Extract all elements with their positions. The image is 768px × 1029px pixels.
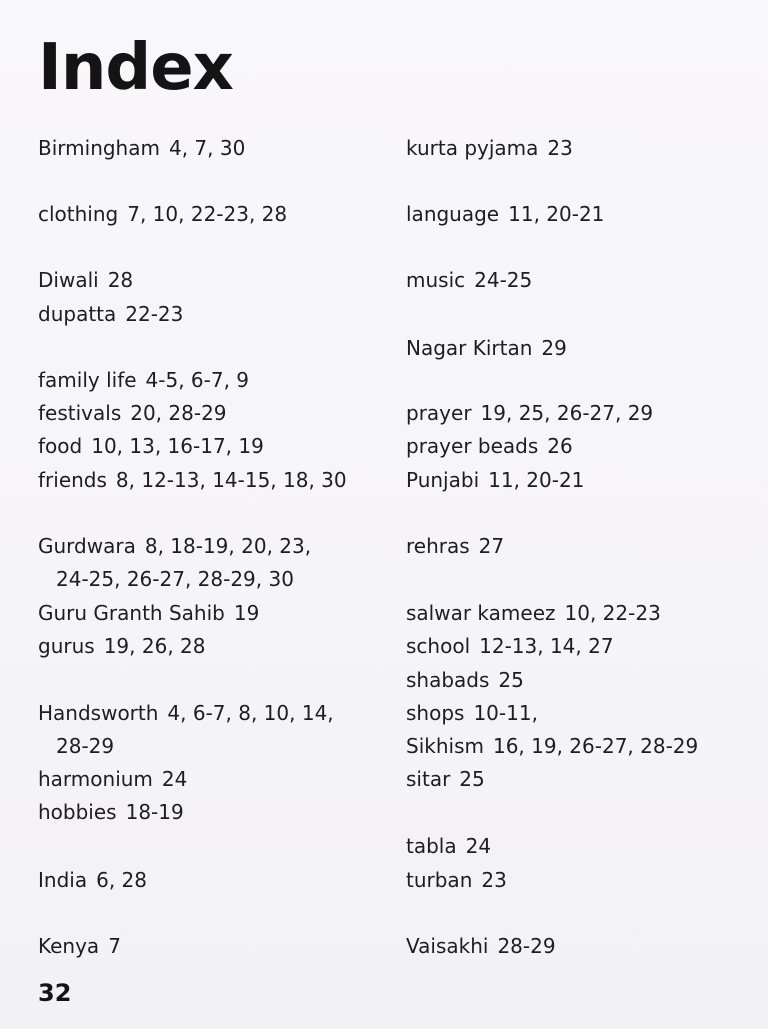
index-term: turban (406, 868, 473, 892)
index-pages: 7 (108, 934, 121, 958)
index-pages: 8, 18-19, 20, 23, (144, 534, 312, 558)
index-entry (406, 763, 485, 796)
index-term: school (406, 634, 471, 658)
index-term: salwar kameez (406, 601, 556, 625)
index-term: festivals (38, 401, 122, 425)
index-pages: 23 (481, 868, 507, 892)
index-pages: 18-19 (125, 800, 184, 824)
index-pages: 8, 12-13, 14-15, 18, 30 (115, 468, 347, 492)
index-entry (406, 530, 504, 563)
index-term: hobbies (38, 800, 117, 824)
index-pages: 7, 10, 22-23, 28 (127, 202, 288, 226)
index-term: tabla (406, 834, 457, 858)
index-pages: 16, 19, 26-27, 28-29 (492, 734, 699, 758)
index-pages: 10, 22-23 (564, 601, 661, 625)
index-term: language (406, 202, 500, 226)
index-pages: 4-5, 6-7, 9 (145, 368, 250, 392)
index-term: kurta pyjama (406, 136, 539, 160)
index-entry (38, 597, 259, 630)
index-term: Punjabi (406, 468, 480, 492)
index-pages: 11, 20-21 (488, 468, 585, 492)
index-entry (406, 597, 661, 630)
index-entry (38, 298, 183, 331)
index-term: Handsworth (38, 701, 159, 725)
index-entry (38, 198, 287, 231)
index-term: Gurdwara (38, 534, 136, 558)
index-term: gurus (38, 634, 95, 658)
index-term: Kenya (38, 934, 100, 958)
index-term: Nagar Kirtan (406, 336, 533, 360)
index-entry (38, 530, 311, 563)
index-pages: 25 (459, 767, 485, 791)
index-entry (406, 332, 567, 365)
page-title: Index (38, 31, 233, 105)
index-entry (406, 464, 584, 497)
index-pages: 27 (478, 534, 505, 558)
index-entry (406, 664, 524, 697)
index-pages: 29 (541, 336, 567, 360)
index-term: shabads (406, 668, 490, 692)
index-pages: 12-13, 14, 27 (479, 634, 614, 658)
index-term: dupatta (38, 302, 117, 326)
index-term: clothing (38, 202, 119, 226)
index-term: Birmingham (38, 136, 160, 160)
index-pages: 6, 28 (96, 868, 147, 892)
index-entry (406, 630, 614, 663)
index-term: India (38, 868, 88, 892)
index-term: friends (38, 468, 107, 492)
index-pages: 10-11, (473, 701, 538, 725)
index-entry (38, 132, 245, 165)
index-pages: 24 (161, 767, 188, 791)
index-term: prayer (406, 401, 472, 425)
index-entry (406, 264, 532, 297)
index-entry (406, 830, 491, 863)
index-pages: 23 (547, 136, 573, 160)
index-entry (38, 763, 187, 796)
index-term: harmonium (38, 767, 153, 791)
index-entry (406, 864, 507, 897)
index-term: rehras (406, 534, 470, 558)
index-entry (38, 796, 184, 829)
index-pages: 10, 13, 16-17, 19 (91, 434, 264, 458)
index-entry-continuation (38, 563, 294, 596)
index-entry (406, 930, 556, 963)
index-entry (406, 697, 538, 730)
index-entry (38, 930, 121, 963)
index-term: family life (38, 368, 137, 392)
index-pages: 19 (233, 601, 260, 625)
index-pages: 24-25, 26-27, 28-29, 30 (56, 567, 294, 591)
index-entry (38, 697, 334, 730)
index-pages: 4, 7, 30 (168, 136, 246, 160)
index-entry (406, 132, 573, 165)
index-term: Vaisakhi (406, 934, 489, 958)
index-term: prayer beads (406, 434, 539, 458)
index-pages: 22-23 (125, 302, 184, 326)
index-pages: 26 (547, 434, 573, 458)
index-entry (38, 864, 147, 897)
index-entry (406, 430, 573, 463)
index-entry (38, 397, 227, 430)
index-entry (38, 430, 264, 463)
index-pages: 11, 20-21 (508, 202, 605, 226)
index-entry (38, 464, 347, 497)
index-pages: 19, 25, 26-27, 29 (480, 401, 654, 425)
index-pages: 4, 6-7, 8, 10, 14, (167, 701, 334, 725)
index-pages: 24-25 (474, 268, 533, 292)
index-term: music (406, 268, 466, 292)
page-number: 32 (38, 979, 72, 1007)
index-term: Diwali (38, 268, 99, 292)
index-term: Guru Granth Sahib (38, 601, 225, 625)
index-pages: 24 (465, 834, 492, 858)
index-entry-continuation (38, 730, 114, 763)
index-entry (38, 264, 133, 297)
index-term: shops (406, 701, 465, 725)
index-pages: 28-29 (497, 934, 556, 958)
index-entry (406, 730, 698, 763)
index-entry (38, 630, 205, 663)
index-pages: 19, 26, 28 (103, 634, 206, 658)
index-entry (38, 364, 249, 397)
index-term: Sikhism (406, 734, 484, 758)
index-pages: 28-29 (56, 734, 115, 758)
index-pages: 20, 28-29 (130, 401, 227, 425)
index-pages: 28 (107, 268, 134, 292)
index-pages: 25 (498, 668, 524, 692)
index-term: sitar (406, 767, 451, 791)
index-entry (406, 198, 604, 231)
index-term: food (38, 434, 83, 458)
index-entry (406, 397, 653, 430)
